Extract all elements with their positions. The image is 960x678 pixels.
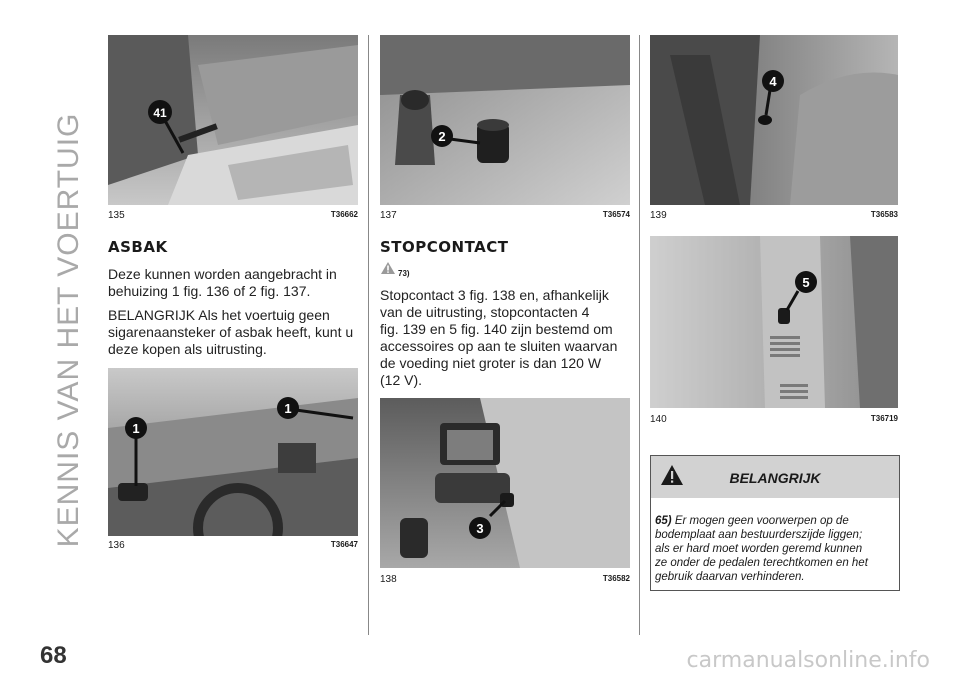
figure-135-code: T36662	[330, 210, 358, 219]
warning-box	[650, 455, 900, 591]
asbak-heading: ASBAK	[108, 238, 168, 256]
asbak-p2-line-2: sigarenaansteker of asbak heeft, kunt u	[108, 324, 354, 340]
figure-135-number: 135	[108, 210, 125, 221]
warning-text	[655, 514, 895, 584]
warning-number: 65)	[655, 515, 672, 527]
asbak-p1-line-1: Deze kunnen worden aangebracht in	[108, 266, 337, 282]
stopcontact-line-2: van de uitrusting, stopcontacten 4	[380, 304, 590, 320]
stopcontact-line-6: (12 V).	[380, 372, 423, 388]
figure-137-number: 137	[380, 210, 397, 221]
figure-137-code: T36574	[602, 210, 630, 219]
figure-138-code: T36582	[602, 574, 630, 583]
figure-136	[108, 368, 358, 536]
figure-138-caption	[380, 574, 630, 585]
figure-140-number: 140	[650, 414, 667, 425]
side-title: KENNIS VAN HET VOERTUIG	[52, 112, 85, 548]
figure-139-callout: 4	[769, 74, 777, 89]
warning-line-2: bodemplaat aan bestuurderszijde liggen;	[655, 529, 863, 541]
warning-line-4: ze onder de pedalen terechtkomen en het	[655, 557, 868, 569]
warning-line-5: gebruik daarvan verhinderen.	[655, 571, 805, 583]
figure-140-callout: 5	[802, 275, 810, 290]
figure-137	[380, 35, 630, 205]
stopcontact-line-1: Stopcontact 3 fig. 138 en, afhankelijk	[380, 287, 609, 303]
figure-136-code: T36647	[330, 540, 358, 549]
figure-139-caption	[650, 210, 898, 221]
stopcontact-line-4: accessoires op aan te sluiten waarvan	[380, 338, 618, 354]
figure-137-caption	[380, 210, 630, 221]
figure-139	[650, 35, 898, 205]
figure-135-callout: 41	[153, 106, 167, 120]
figure-139-code: T36583	[870, 210, 898, 219]
asbak-p2-line-1: BELANGRIJK Als het voertuig geen	[108, 307, 330, 323]
asbak-paragraph-2	[108, 307, 368, 358]
figure-139-number: 139	[650, 210, 667, 221]
warning-triangle-icon	[381, 262, 395, 274]
stopcontact-line-3: fig. 139 en 5 fig. 140 zijn bestemd om	[380, 321, 613, 337]
figure-140-code: T36719	[870, 414, 898, 423]
warning-header	[651, 456, 899, 498]
figure-138	[380, 398, 630, 568]
column-divider-1	[368, 35, 369, 635]
stopcontact-paragraph	[380, 287, 640, 389]
figure-138-callout: 3	[476, 521, 484, 536]
warning-line-1: Er mogen geen voorwerpen op de	[674, 515, 849, 527]
figure-140-caption	[650, 414, 898, 425]
watermark: carmanualsonline.info	[686, 648, 930, 673]
asbak-p1-line-2: behuizing 1 fig. 136 of 2 fig. 137.	[108, 283, 311, 299]
figure-135-caption	[108, 210, 358, 221]
asbak-paragraph-1	[108, 266, 368, 300]
figure-137-callout: 2	[438, 129, 446, 144]
figure-136-number: 136	[108, 540, 125, 551]
figure-138-number: 138	[380, 574, 397, 585]
warning-title: BELANGRIJK	[729, 470, 821, 486]
figure-136-caption	[108, 540, 358, 551]
figure-140	[650, 236, 898, 408]
stopcontact-note-ref: 73)	[398, 269, 410, 278]
asbak-p2-line-3: deze kopen als uitrusting.	[108, 341, 267, 357]
figure-135	[108, 35, 358, 205]
stopcontact-heading: STOPCONTACT	[380, 238, 509, 256]
warning-line-3: als er hard moet worden geremd kunnen	[655, 543, 863, 555]
page-number: 68	[40, 642, 67, 669]
figure-136-callout-a: 1	[132, 421, 140, 436]
figure-136-callout-b: 1	[284, 401, 292, 416]
stopcontact-line-5: de voeding niet groter is dan 120 W	[380, 355, 602, 371]
